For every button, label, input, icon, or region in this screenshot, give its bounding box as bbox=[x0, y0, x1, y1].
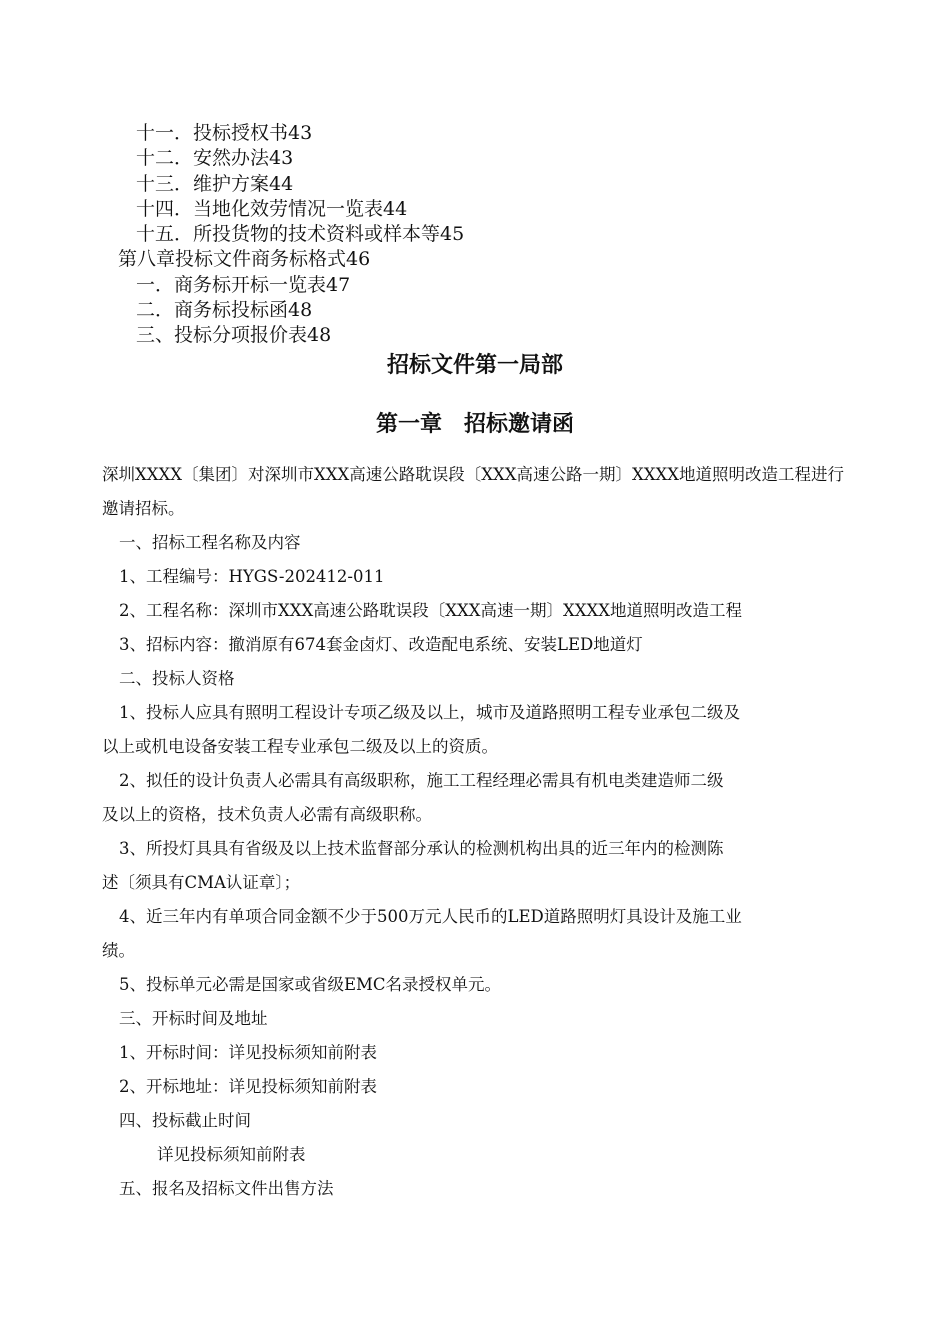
section-heading: 三、开标时间及地址 bbox=[119, 1009, 268, 1028]
section-heading: 二、投标人资格 bbox=[119, 669, 235, 688]
table-of-contents bbox=[0, 121, 950, 349]
section-heading: 一、招标工程名称及内容 bbox=[119, 533, 301, 552]
list-item-line: 2、拟任的设计负责人必需具有高级职称，施工工程经理必需具有机电类建造师二级 bbox=[119, 771, 724, 790]
section-text: 详见投标须知前附表 bbox=[157, 1145, 306, 1164]
list-item-line: 述〔须具有CMA认证章〕； bbox=[102, 873, 301, 892]
list-item-line: 4、近三年内有单项合同金额不少于500万元人民币的LED道路照明灯具设计及施工业 bbox=[119, 907, 742, 926]
document-body bbox=[102, 458, 857, 1206]
list-item: 1、工程编号：HYGS-202412-011 bbox=[119, 567, 385, 586]
intro-paragraph: 深圳XXXX〔集团〕对深圳市XXX高速公路耽误段〔XXX高速公路一期〕XXXX地道照明改造工程进行邀请招标。 bbox=[102, 465, 844, 518]
toc-entry[interactable]: 十三．维护方案44 bbox=[136, 172, 294, 195]
list-item-line: 及以上的资格，技术负责人必需有高级职称。 bbox=[102, 805, 432, 824]
toc-entry[interactable]: 一．商务标开标一览表47 bbox=[136, 273, 351, 296]
list-item-line: 1、投标人应具有照明工程设计专项乙级及以上，城市及道路照明工程专业承包二级及 bbox=[119, 703, 740, 722]
toc-entry[interactable]: 二．商务标投标函48 bbox=[136, 299, 313, 322]
part-title: 招标文件第一局部 bbox=[386, 353, 563, 378]
chapter-title: 第一章 招标邀请函 bbox=[375, 412, 574, 437]
toc-entry[interactable]: 十四．当地化效劳情况一览表44 bbox=[136, 197, 408, 220]
list-item-line: 3、所投灯具具有省级及以上技术监督部分承认的检测机构出具的近三年内的检测陈 bbox=[119, 839, 724, 858]
toc-entry[interactable]: 十五．所投货物的技术资料或样本等45 bbox=[136, 223, 465, 246]
list-item-line: 绩。 bbox=[102, 941, 135, 960]
list-item: 3、招标内容：撤消原有674套金卤灯、改造配电系统、安装LED地道灯 bbox=[119, 635, 643, 654]
list-item: 2、工程名称：深圳市XXX高速公路耽误段〔XXX高速一期〕XXXX地道照明改造工程 bbox=[119, 601, 742, 620]
list-item: 1、开标时间：详见投标须知前附表 bbox=[119, 1043, 377, 1062]
list-item: 2、开标地址：详见投标须知前附表 bbox=[119, 1077, 377, 1096]
toc-entry[interactable]: 三、投标分项报价表48 bbox=[136, 324, 332, 347]
list-item-line: 以上或机电设备安装工程专业承包二级及以上的资质。 bbox=[102, 737, 498, 756]
list-item: 5、投标单元必需是国家或省级EMC名录授权单元。 bbox=[119, 975, 502, 994]
section-heading: 五、报名及招标文件出售方法 bbox=[119, 1179, 334, 1198]
toc-entry[interactable]: 十一．投标授权书43 bbox=[136, 122, 313, 144]
section-heading: 四、投标截止时间 bbox=[119, 1111, 251, 1130]
toc-entry[interactable]: 十二．安然办法43 bbox=[136, 147, 294, 170]
toc-chapter-entry[interactable]: 第八章投标文件商务标格式46 bbox=[118, 248, 371, 271]
